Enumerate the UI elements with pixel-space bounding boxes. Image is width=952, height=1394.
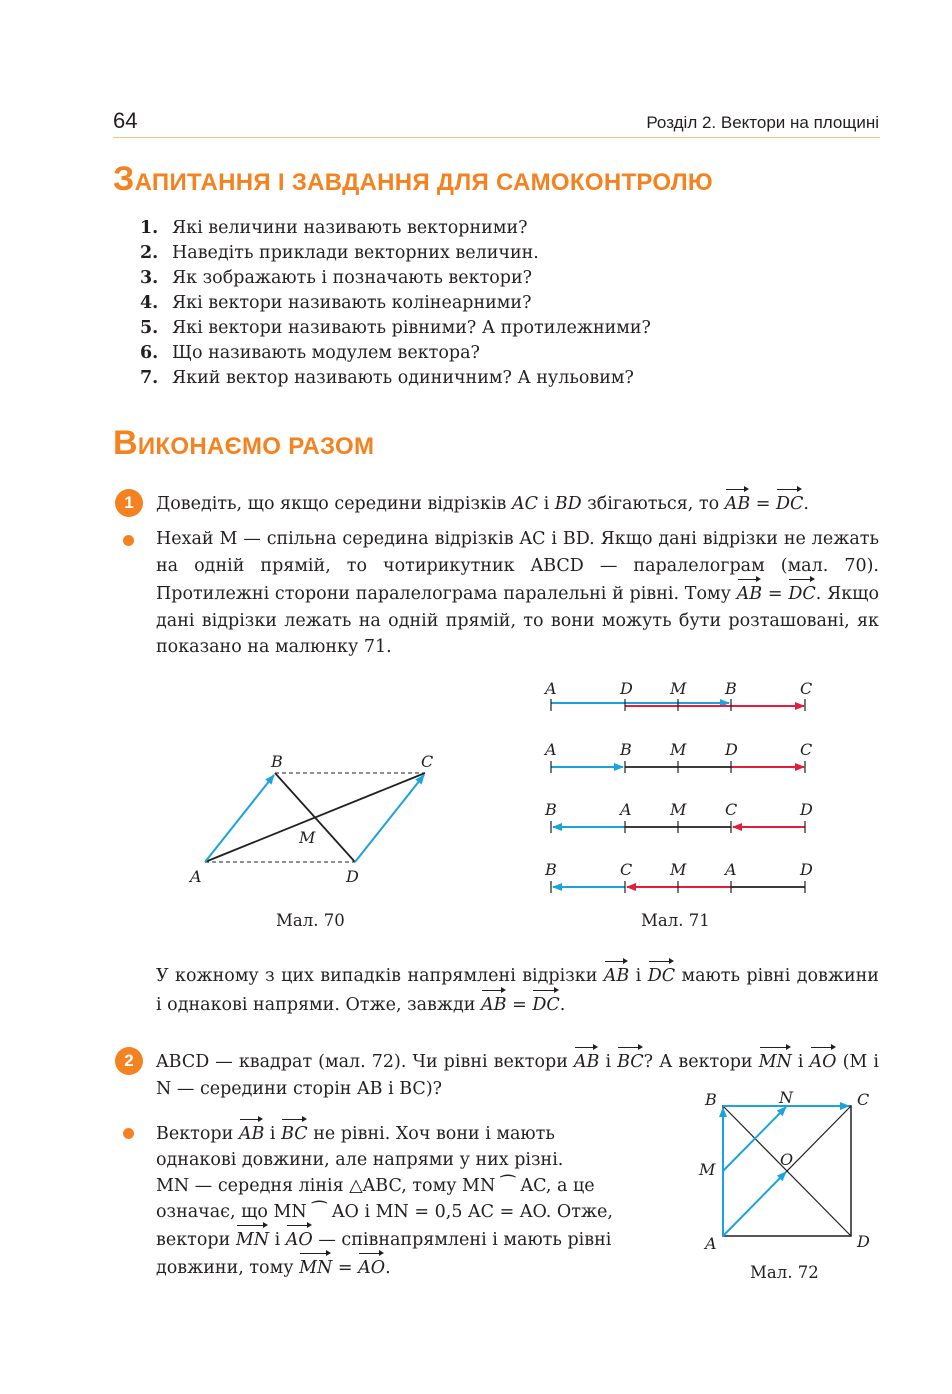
- task-badge-2: 2: [115, 1047, 143, 1075]
- solution-line: довжини, тому MN = AO.: [156, 1253, 666, 1281]
- row2-label-2: B: [620, 740, 632, 759]
- chapter-title: Розділ 2. Вектори на площині: [646, 113, 879, 132]
- vector-mn: MN: [759, 1047, 792, 1076]
- vector-ab: AB: [574, 1047, 600, 1076]
- question-item: 4. Які вектори називають колінеарними?: [140, 293, 532, 313]
- figure-70-parallelogram: [180, 745, 460, 895]
- question-item: 5. Які вектори називають рівними? А протилежними?: [140, 318, 651, 338]
- solution-line: Вектори AB і BC не рівні. Хоч вони і мають: [156, 1119, 666, 1147]
- page-number: 64: [113, 108, 138, 133]
- vector-mn: MN: [236, 1225, 269, 1253]
- vector-ao-arrow: [723, 1172, 786, 1236]
- vector-dc: DC: [776, 489, 803, 518]
- solution-bullet: [123, 1128, 134, 1139]
- row1-label-3: M: [670, 679, 687, 698]
- task1-conclusion: У кожному з цих випадків напрямлені відрізки AB і DC мають рівні довжини і однакові напрями. Отже, завжди AB = DC.: [156, 961, 879, 1018]
- vector-mn-arrow: [723, 1107, 786, 1171]
- label-c: C: [857, 1090, 870, 1109]
- vector-dc: DC: [648, 961, 675, 990]
- task1-statement: Доведіть, що якщо середини відрізків AC і BD збігаються, то AB = DC.: [156, 489, 879, 518]
- task2-solution: [156, 1119, 666, 1281]
- row1-label-5: C: [800, 679, 813, 698]
- row4-label-1: B: [545, 860, 557, 879]
- solution-line: однакові довжини, але напрями у них різні.: [156, 1150, 564, 1170]
- vector-bc: BC: [281, 1119, 308, 1147]
- row4-label-5: D: [800, 860, 813, 879]
- solution-bullet: [123, 535, 134, 546]
- questions-list: [140, 216, 651, 391]
- question-item: 1. Які величини називають векторними?: [140, 218, 528, 238]
- label-b: B: [271, 752, 283, 771]
- vector-bc: BC: [617, 1047, 644, 1076]
- row4-label-4: A: [725, 860, 737, 879]
- label-m: M: [299, 828, 316, 847]
- heading-rest: ИКОНАЄМО РАЗОМ: [137, 433, 375, 460]
- task1-solution: Нехай M — спільна середина відрізків AC і BD. Якщо дані відрізки не лежать на одній прямій, то чотирикутник ABCD — паралелограм (мал. 70). Протилежні сторони паралелограма паралельні й рівні. Тому AB = DC. Якщо дані відрізки лежать на одній прямій, то вони можуть бути розташовані, як показано на малюнку 71.: [156, 529, 879, 657]
- figure-72-square: [695, 1085, 885, 1255]
- label-o: O: [780, 1150, 794, 1169]
- solution-line: MN — середня лінія △ABC, тому MN ⁀ AC, а це: [156, 1176, 595, 1196]
- label-a: A: [705, 1234, 717, 1253]
- question-item: 3. Як зображають і позначають вектори?: [140, 268, 533, 288]
- vector-ab: AB: [737, 579, 763, 608]
- row4-label-3: M: [670, 860, 687, 879]
- row3-label-4: C: [725, 800, 738, 819]
- section-heading-self-control: [113, 160, 713, 199]
- label-n: N: [779, 1088, 793, 1107]
- label-d: D: [346, 867, 359, 886]
- header-divider: [113, 137, 880, 138]
- vector-ab: AB: [481, 990, 507, 1019]
- row3-label-3: M: [670, 800, 687, 819]
- row3-label-2: A: [620, 800, 632, 819]
- figure-72-caption: Мал. 72: [750, 1263, 819, 1282]
- question-item: 2. Наведіть приклади векторних величин.: [140, 243, 539, 263]
- fig71-row-3: [544, 800, 813, 833]
- figure-70-caption: Мал. 70: [276, 911, 345, 930]
- heading-rest: АПИТАННЯ І ЗАВДАННЯ ДЛЯ САМОКОНТРОЛЮ: [134, 169, 713, 196]
- section-heading-do-together: [113, 424, 374, 463]
- row2-label-5: C: [800, 740, 813, 759]
- vector-ao: AO: [810, 1047, 837, 1076]
- vector-ao: AO: [286, 1225, 313, 1253]
- heading-initial: В: [113, 424, 138, 462]
- row2-label-1: A: [545, 740, 557, 759]
- row1-label-2: D: [620, 679, 633, 698]
- row3-label-1: B: [545, 800, 557, 819]
- solution-line: вектори MN і AO — співнапрямлені і мають рівні: [156, 1225, 666, 1253]
- fig71-row-1: [543, 679, 812, 711]
- row2-label-3: M: [670, 740, 687, 759]
- row1-label-4: B: [725, 679, 737, 698]
- question-item: 6. Що називають модулем вектора?: [140, 343, 480, 363]
- label-b: B: [705, 1090, 717, 1109]
- row2-label-4: D: [725, 740, 738, 759]
- question-item: 7. Який вектор називають одиничним? А нульовим?: [140, 368, 634, 388]
- vector-dc: DC: [788, 579, 815, 608]
- vector-ab: AB: [239, 1119, 265, 1147]
- label-d: D: [857, 1232, 870, 1251]
- row3-label-5: D: [800, 800, 813, 819]
- heading-initial: З: [113, 160, 135, 198]
- label-a: A: [190, 867, 202, 886]
- task-badge-1: 1: [115, 489, 143, 517]
- solution-line: означає, що MN ⁀ AO і MN = 0,5 AC = AO. Отже,: [156, 1202, 613, 1222]
- figure-71-collinear: [535, 675, 825, 900]
- vector-ab: AB: [604, 961, 630, 990]
- row1-label-1: A: [545, 679, 557, 698]
- label-c: C: [421, 752, 434, 771]
- vector-ao: AO: [358, 1253, 385, 1281]
- fig71-row-4: [544, 860, 813, 893]
- figure-71-caption: Мал. 71: [641, 911, 710, 930]
- diagonal-bd: [275, 773, 355, 862]
- row4-label-2: C: [620, 860, 633, 879]
- task2-statement: ABCD — квадрат (мал. 72). Чи рівні вектори AB і BC? А вектори MN і AO (M і N — середини сторін AB і BC)?: [156, 1047, 879, 1102]
- fig71-row-2: [543, 740, 812, 773]
- vector-ab: AB: [725, 489, 751, 518]
- vector-mn: MN: [299, 1253, 332, 1281]
- vector-dc: DC: [532, 990, 559, 1019]
- label-m: M: [699, 1160, 716, 1179]
